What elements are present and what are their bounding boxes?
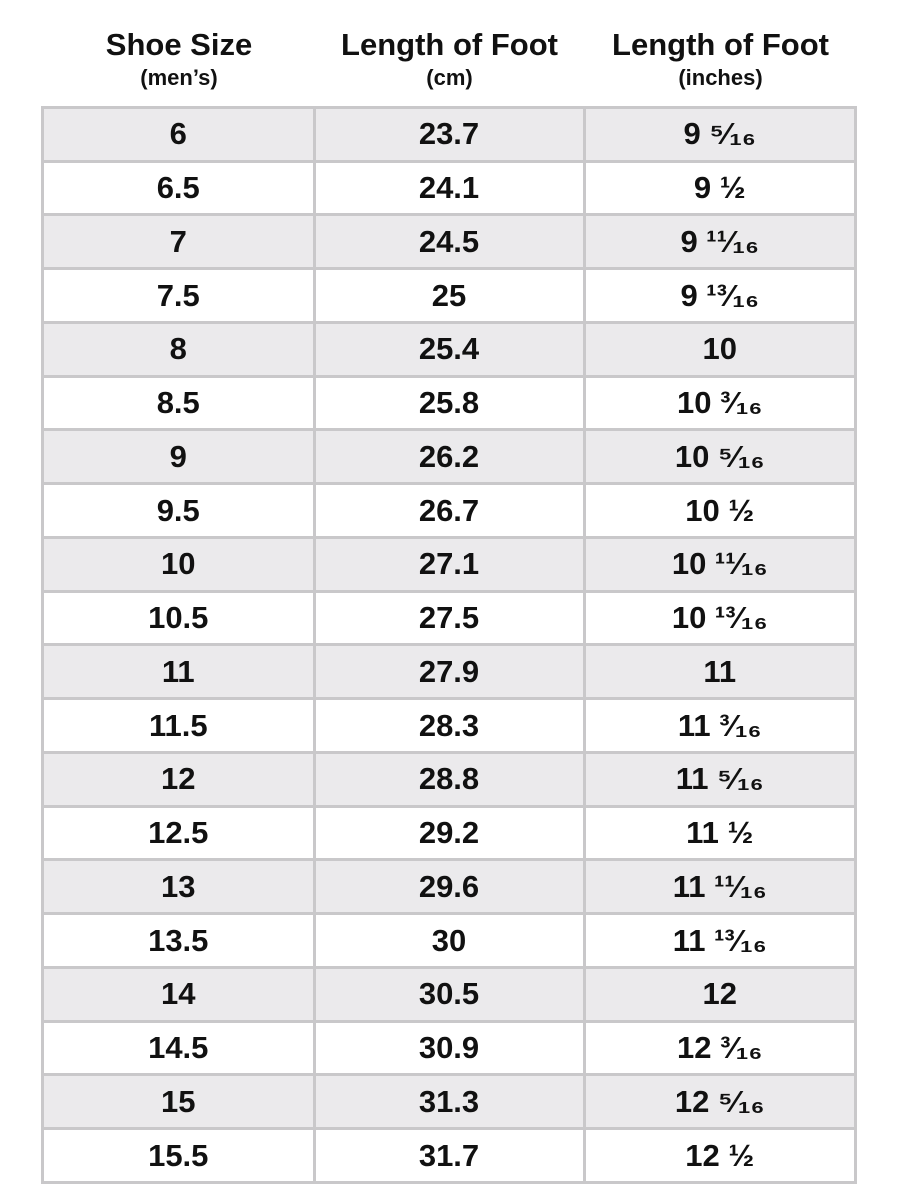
length-inches-cell: 11 ½ (584, 806, 854, 860)
length-inches-cell: 10 ½ (584, 484, 854, 538)
length-cm-cell: 30.9 (314, 1021, 584, 1075)
length-inches-cell: 11 ¹¹⁄₁₆ (584, 860, 854, 914)
length-inches-cell: 9 ⁵⁄₁₆ (584, 109, 854, 161)
shoe-size-cell: 9 (44, 430, 314, 484)
shoe-size-cell: 14 (44, 967, 314, 1021)
length-inches-cell: 11 (584, 645, 854, 699)
length-inches-cell: 9 ½ (584, 161, 854, 215)
header-length-cm-title: Length of Foot (341, 27, 558, 62)
table-row (44, 967, 854, 1021)
length-cm-cell: 31.3 (314, 1075, 584, 1129)
length-cm-cell: 28.8 (314, 752, 584, 806)
header-length-cm (314, 26, 585, 100)
length-inches-cell: 12 (584, 967, 854, 1021)
header-length-cm-subtitle: (cm) (426, 65, 473, 90)
header-shoe-size (44, 26, 314, 100)
shoe-size-cell: 10.5 (44, 591, 314, 645)
length-inches-cell: 12 ⁵⁄₁₆ (584, 1075, 854, 1129)
length-cm-cell: 23.7 (314, 109, 584, 161)
shoe-size-cell: 9.5 (44, 484, 314, 538)
table-row (44, 645, 854, 699)
table-row (44, 322, 854, 376)
shoe-size-cell: 11 (44, 645, 314, 699)
table-row (44, 109, 854, 161)
length-cm-cell: 26.2 (314, 430, 584, 484)
table-row (44, 752, 854, 806)
length-inches-cell: 10 ¹³⁄₁₆ (584, 591, 854, 645)
size-chart-frame (41, 106, 857, 1184)
shoe-size-cell: 7 (44, 215, 314, 269)
shoe-size-cell: 7.5 (44, 269, 314, 323)
header-length-inches (585, 26, 856, 100)
length-inches-cell: 10 ¹¹⁄₁₆ (584, 537, 854, 591)
shoe-size-cell: 6 (44, 109, 314, 161)
header-shoe-size-subtitle: (men’s) (140, 65, 218, 90)
table-row (44, 699, 854, 753)
table-row (44, 860, 854, 914)
length-cm-cell: 31.7 (314, 1129, 584, 1181)
table-row (44, 484, 854, 538)
table-row (44, 269, 854, 323)
table-row (44, 1021, 854, 1075)
length-inches-cell: 10 ⁵⁄₁₆ (584, 430, 854, 484)
shoe-size-cell: 8.5 (44, 376, 314, 430)
length-cm-cell: 26.7 (314, 484, 584, 538)
size-chart-body (44, 109, 854, 1181)
table-row (44, 161, 854, 215)
table-row (44, 376, 854, 430)
shoe-size-cell: 6.5 (44, 161, 314, 215)
length-inches-cell: 11 ³⁄₁₆ (584, 699, 854, 753)
length-inches-cell: 9 ¹³⁄₁₆ (584, 269, 854, 323)
shoe-size-cell: 12.5 (44, 806, 314, 860)
length-inches-cell: 12 ³⁄₁₆ (584, 1021, 854, 1075)
shoe-size-cell: 13.5 (44, 914, 314, 968)
length-cm-cell: 27.5 (314, 591, 584, 645)
length-cm-cell: 25 (314, 269, 584, 323)
length-inches-cell: 11 ¹³⁄₁₆ (584, 914, 854, 968)
shoe-size-cell: 14.5 (44, 1021, 314, 1075)
length-inches-cell: 10 (584, 322, 854, 376)
length-cm-cell: 27.9 (314, 645, 584, 699)
length-cm-cell: 24.5 (314, 215, 584, 269)
shoe-size-cell: 10 (44, 537, 314, 591)
header-length-inches-subtitle: (inches) (678, 65, 763, 90)
table-header (44, 26, 856, 100)
length-inches-cell: 12 ½ (584, 1129, 854, 1181)
table-row (44, 914, 854, 968)
length-cm-cell: 28.3 (314, 699, 584, 753)
size-chart-table (44, 109, 854, 1181)
shoe-size-cell: 15 (44, 1075, 314, 1129)
length-cm-cell: 30 (314, 914, 584, 968)
shoe-size-cell: 8 (44, 322, 314, 376)
table-row (44, 215, 854, 269)
length-cm-cell: 27.1 (314, 537, 584, 591)
shoe-size-cell: 15.5 (44, 1129, 314, 1181)
table-row (44, 591, 854, 645)
shoe-size-cell: 12 (44, 752, 314, 806)
table-row (44, 537, 854, 591)
length-cm-cell: 30.5 (314, 967, 584, 1021)
shoe-size-cell: 13 (44, 860, 314, 914)
table-row (44, 430, 854, 484)
length-cm-cell: 29.2 (314, 806, 584, 860)
length-cm-cell: 24.1 (314, 161, 584, 215)
table-row (44, 1129, 854, 1181)
length-cm-cell: 25.4 (314, 322, 584, 376)
length-inches-cell: 10 ³⁄₁₆ (584, 376, 854, 430)
header-length-inches-title: Length of Foot (612, 27, 829, 62)
length-inches-cell: 11 ⁵⁄₁₆ (584, 752, 854, 806)
header-shoe-size-title: Shoe Size (105, 27, 253, 62)
shoe-size-cell: 11.5 (44, 699, 314, 753)
table-row (44, 806, 854, 860)
table-row (44, 1075, 854, 1129)
length-cm-cell: 29.6 (314, 860, 584, 914)
length-inches-cell: 9 ¹¹⁄₁₆ (584, 215, 854, 269)
length-cm-cell: 25.8 (314, 376, 584, 430)
